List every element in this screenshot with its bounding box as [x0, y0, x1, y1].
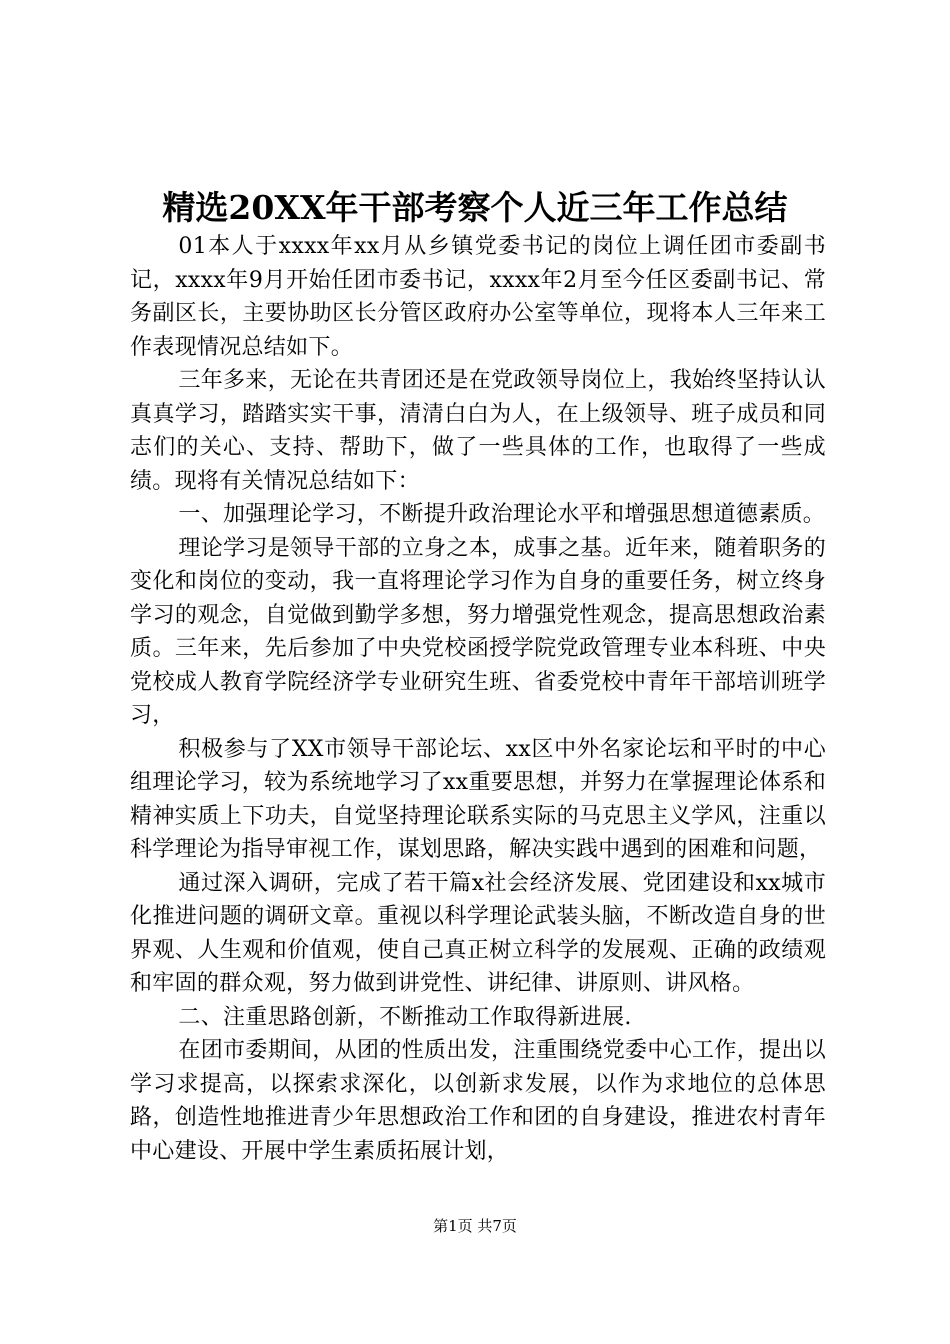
section-heading: 二、注重思路创新，不断推动工作取得新进展. [178, 1004, 632, 1030]
page-indicator: 第1页 共7页 [433, 1217, 517, 1235]
paragraph: 在团市委期间，从团的性质出发，注重围绕党委中心工作，提出以学习求提高，以探索求深化，以创新求发展，以作为求地位的总体思路，创造性地推进青少年思想政治工作和团的自身建设，推进农村青年中心建设、开展中学生素质拓展计划， [130, 1038, 826, 1164]
paragraph: 积极参与了XX市领导干部论坛、xx区中外名家论坛和平时的中心组理论学习，较为系统地学习了xx重要思想，并努力在掌握理论体系和精神实质上下功夫，自觉坚持理论联系实际的马克思主义学风，注重以科学理论为指导审视工作，谋划思路，解决实践中遇到的困难和问题， [130, 736, 826, 862]
paragraph: 理论学习是领导干部的立身之本，成事之基。近年来，随着职务的变化和岗位的变动，我一直将理论学习作为自身的重要任务，树立终身学习的观念，自觉做到勤学多想，努力增强党性观念，提高思想政治素质。三年来，先后参加了中央党校函授学院党政管理专业本科班、中央党校成人教育学院经济学专业研究生班、省委党校中青年干部培训班学习， [130, 535, 826, 728]
paragraph: 01本人于xxxx年xx月从乡镇党委书记的岗位上调任团市委副书记，xxxx年9月开始任团市委书记，xxxx年2月至今任区委副书记、常务副区长，主要协助区长分管区政府办公室等单位，现将本人三年来工作表现情况总结如下。 [130, 234, 826, 360]
paragraph: 通过深入调研，完成了若干篇x社会经济发展、党团建设和xx城市化推进问题的调研文章。重视以科学理论武装头脑，不断改造自身的世界观、人生观和价值观，使自己真正树立科学的发展观、正确的政绩观和牢固的群众观，努力做到讲党性、讲纪律、讲原则、讲风格。 [130, 870, 826, 996]
document-title: 精选20XX年干部考察个人近三年工作总结 [162, 188, 788, 227]
page-footer [0, 1216, 950, 1236]
section-heading: 一、加强理论学习，不断提升政治理论水平和增强思想道德素质。 [178, 502, 826, 527]
paragraph: 三年多来，无论在共青团还是在党政领导岗位上，我始终坚持认认真真学习，踏踏实实干事，清清白白为人，在上级领导、班子成员和同志们的关心、支持、帮助下，做了一些具体的工作，也取得了一些成绩。现将有关情况总结如下： [130, 368, 826, 494]
document-body [130, 230, 826, 1168]
